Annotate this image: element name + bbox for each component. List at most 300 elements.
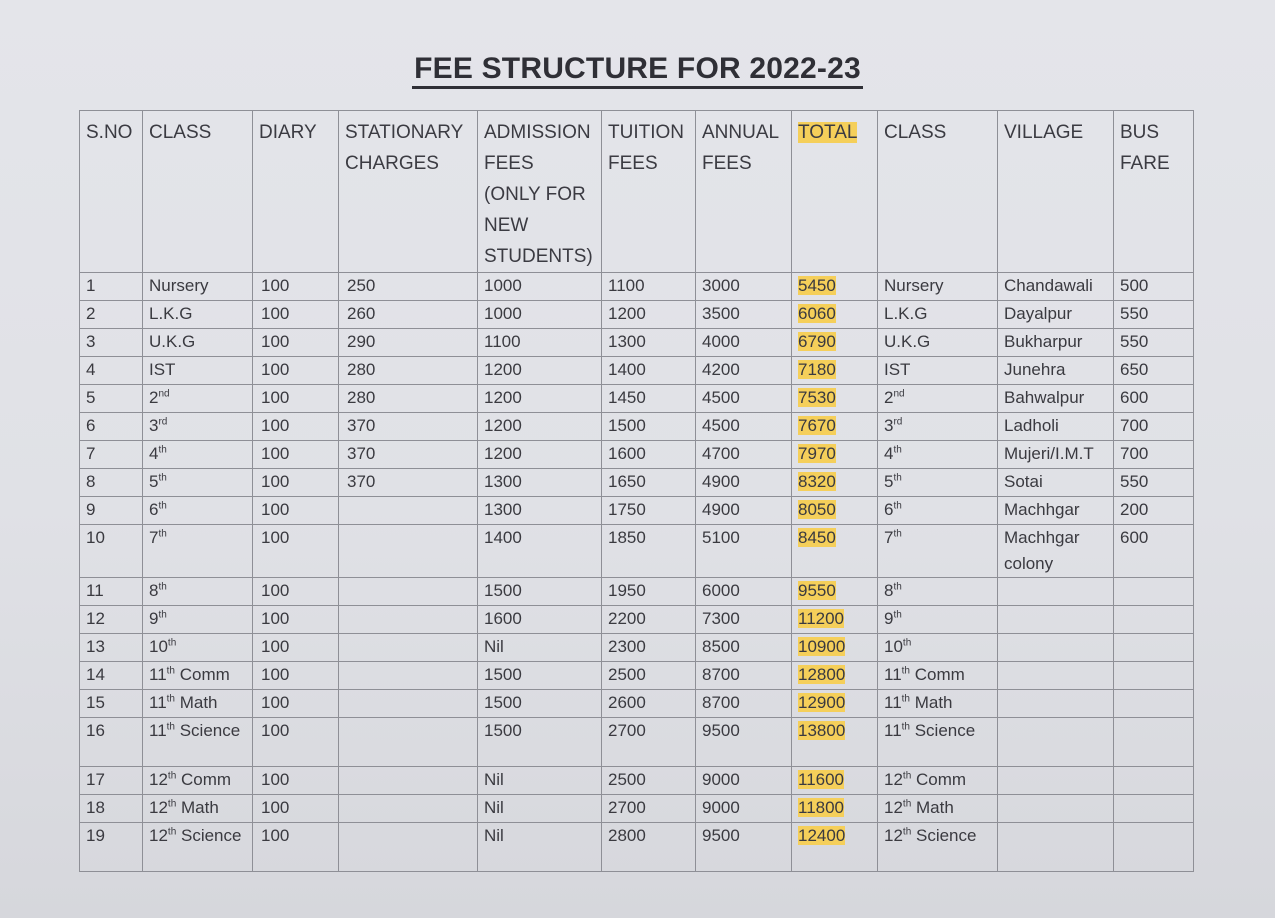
cell-class-ordinal: th [158,444,167,456]
cell-tuition: 2200 [602,606,696,634]
total-value: 8450 [798,528,836,547]
cell-admission: 1300 [478,469,602,497]
cell-sno: 9 [80,497,143,525]
cell-class-ordinal: th [167,798,177,810]
cell-class-ordinal: th [158,500,167,512]
cell-stationary: 250 [339,273,478,301]
cell-total [792,662,878,690]
cell-village [998,823,1114,872]
cell-stationary: 370 [339,441,478,469]
cell-total [792,497,878,525]
cell-total [792,329,878,357]
cell-annual: 4000 [696,329,792,357]
cell-class-2 [878,301,998,329]
cell-class-2-value: 6 [884,500,894,519]
cell-class-2-ordinal: th [893,528,902,540]
cell-class-value: U.K.G [149,332,196,351]
cell-diary: 100 [253,273,339,301]
cell-class-ordinal: th [158,581,167,593]
cell-bus-fare: 550 [1114,329,1194,357]
cell-annual: 9000 [696,795,792,823]
cell-stationary: 290 [339,329,478,357]
total-value: 7670 [798,416,836,435]
cell-annual: 4200 [696,357,792,385]
cell-admission: 1500 [478,718,602,767]
cell-village: Bahwalpur [998,385,1114,413]
cell-diary: 100 [253,767,339,795]
total-value: 12900 [798,693,846,712]
cell-class [143,767,253,795]
cell-stationary: 260 [339,301,478,329]
cell-stationary: 280 [339,385,478,413]
table-row [80,525,1194,578]
cell-class-2-value: 8 [884,581,894,600]
total-value: 6060 [798,304,836,323]
table-row [80,469,1194,497]
cell-annual: 5100 [696,525,792,578]
cell-annual: 7300 [696,606,792,634]
cell-admission: 1500 [478,578,602,606]
cell-diary: 100 [253,578,339,606]
cell-total [792,634,878,662]
cell-tuition: 1750 [602,497,696,525]
cell-class-2-value: 3 [884,416,894,435]
cell-diary: 100 [253,718,339,767]
cell-annual: 3000 [696,273,792,301]
cell-sno: 4 [80,357,143,385]
cell-tuition: 2600 [602,690,696,718]
cell-sno: 17 [80,767,143,795]
total-value: 12800 [798,665,846,684]
table-row [80,301,1194,329]
cell-admission: 1300 [478,497,602,525]
total-value: 13800 [798,721,846,740]
cell-tuition: 2500 [602,767,696,795]
cell-class-2-value: 12 [884,770,903,789]
cell-bus-fare [1114,690,1194,718]
cell-tuition: 2700 [602,795,696,823]
cell-annual: 4700 [696,441,792,469]
cell-annual: 3500 [696,301,792,329]
cell-diary: 100 [253,823,339,872]
cell-class-2 [878,767,998,795]
cell-class [143,662,253,690]
cell-class-stream: Math [176,798,219,817]
cell-total [792,795,878,823]
cell-class-ordinal: th [166,665,175,677]
cell-class [143,385,253,413]
cell-class-2-ordinal: th [901,693,910,705]
table-row [80,357,1194,385]
cell-stationary [339,497,478,525]
cell-sno: 16 [80,718,143,767]
cell-diary: 100 [253,441,339,469]
cell-class-2-value: IST [884,360,911,379]
table-row [80,718,1194,767]
cell-diary: 100 [253,413,339,441]
cell-annual: 4500 [696,413,792,441]
cell-sno: 5 [80,385,143,413]
cell-class-value: L.K.G [149,304,193,323]
cell-class [143,578,253,606]
cell-class-stream: Comm [176,770,232,789]
cell-village [998,634,1114,662]
cell-class-2-ordinal: th [901,665,910,677]
cell-annual: 6000 [696,578,792,606]
cell-class-2-ordinal: th [893,581,902,593]
table-row [80,413,1194,441]
total-value: 11600 [798,770,845,789]
cell-class-value: 12 [149,798,168,817]
cell-village: Junehra [998,357,1114,385]
cell-total [792,767,878,795]
cell-class [143,273,253,301]
cell-class [143,690,253,718]
cell-diary: 100 [253,385,339,413]
cell-class [143,525,253,578]
cell-annual: 4500 [696,385,792,413]
cell-class-2-value: 5 [884,472,894,491]
cell-village [998,718,1114,767]
cell-class-2 [878,413,998,441]
cell-sno: 12 [80,606,143,634]
cell-stationary: 370 [339,413,478,441]
cell-annual: 4900 [696,497,792,525]
table-row [80,385,1194,413]
cell-stationary [339,690,478,718]
cell-sno: 13 [80,634,143,662]
total-value: 7970 [798,444,836,463]
total-value: 10900 [798,637,846,656]
cell-class-value: 12 [149,770,168,789]
header-row [80,111,1194,273]
cell-village: Bukharpur [998,329,1114,357]
table-row [80,578,1194,606]
col-header-sno: S.NO [80,111,143,273]
cell-sno: 6 [80,413,143,441]
cell-admission: 1200 [478,413,602,441]
cell-admission: 1500 [478,662,602,690]
cell-diary: 100 [253,525,339,578]
cell-sno: 11 [80,578,143,606]
cell-tuition: 2500 [602,662,696,690]
cell-bus-fare [1114,606,1194,634]
table-row [80,795,1194,823]
cell-diary: 100 [253,795,339,823]
total-value: 6790 [798,332,836,351]
cell-annual: 8700 [696,690,792,718]
cell-admission: Nil [478,823,602,872]
cell-class-ordinal: th [167,826,177,838]
cell-class-2 [878,357,998,385]
cell-village: Dayalpur [998,301,1114,329]
total-value: 8050 [798,500,836,519]
cell-admission: 1200 [478,357,602,385]
cell-class-stream: Science [176,826,242,845]
cell-annual: 4900 [696,469,792,497]
cell-class-2 [878,662,998,690]
col-header-bus-fare: BUS FARE [1114,111,1194,273]
cell-sno: 8 [80,469,143,497]
col-header-admission: ADMISSION FEES (ONLY FOR NEW STUDENTS) [478,111,602,273]
cell-class-2 [878,497,998,525]
table-row [80,606,1194,634]
cell-class-2-ordinal: th [902,637,912,649]
cell-tuition: 1650 [602,469,696,497]
cell-admission: Nil [478,634,602,662]
cell-tuition: 1500 [602,413,696,441]
cell-diary: 100 [253,357,339,385]
cell-class-ordinal: th [158,472,167,484]
total-value: 11800 [798,798,845,817]
table-row [80,662,1194,690]
cell-class-2-value: 11 [884,693,902,712]
cell-sno: 18 [80,795,143,823]
cell-class-value: 3 [149,416,159,435]
cell-total [792,525,878,578]
table-row [80,823,1194,872]
cell-village: Mujeri/I.M.T [998,441,1114,469]
cell-class-stream: Math [175,693,218,712]
cell-total [792,469,878,497]
table-row [80,634,1194,662]
cell-class-2 [878,385,998,413]
fee-table [79,110,1194,872]
cell-tuition: 2700 [602,718,696,767]
cell-diary: 100 [253,606,339,634]
cell-class-2-stream: Comm [910,665,965,684]
cell-diary: 100 [253,301,339,329]
cell-class-value: 7 [149,528,159,547]
cell-class [143,795,253,823]
cell-bus-fare: 650 [1114,357,1194,385]
total-value: 8320 [798,472,836,491]
cell-class-2-stream: Math [911,798,954,817]
cell-admission: 1100 [478,329,602,357]
cell-total [792,357,878,385]
cell-sno: 2 [80,301,143,329]
cell-stationary [339,578,478,606]
cell-class-stream: Science [175,721,241,740]
cell-class-2 [878,578,998,606]
cell-class-value: 6 [149,500,159,519]
cell-class-ordinal: th [158,528,167,540]
cell-sno: 10 [80,525,143,578]
cell-bus-fare [1114,795,1194,823]
cell-class-value: IST [149,360,176,379]
table-row [80,690,1194,718]
cell-class [143,718,253,767]
cell-bus-fare [1114,662,1194,690]
cell-class-2-ordinal: th [893,500,902,512]
cell-admission: 1000 [478,301,602,329]
cell-class-2 [878,469,998,497]
cell-village [998,662,1114,690]
fee-table-body [80,273,1194,872]
cell-class-ordinal: th [167,770,177,782]
cell-bus-fare [1114,718,1194,767]
cell-admission: 1000 [478,273,602,301]
cell-stationary [339,823,478,872]
col-header-tuition: TUITION FEES [602,111,696,273]
total-value: 7180 [798,360,836,379]
cell-sno: 3 [80,329,143,357]
cell-class-value: 12 [149,826,168,845]
cell-stationary: 370 [339,469,478,497]
cell-bus-fare [1114,634,1194,662]
cell-bus-fare: 600 [1114,525,1194,578]
col-header-stationary: STATIONARY CHARGES [339,111,478,273]
cell-diary: 100 [253,634,339,662]
cell-class-2-value: Nursery [884,276,944,295]
cell-diary: 100 [253,469,339,497]
cell-class-2-value: 7 [884,528,894,547]
cell-village: Chandawali [998,273,1114,301]
cell-class-2-value: 4 [884,444,894,463]
cell-village: Machhgar [998,497,1114,525]
cell-class-value: 11 [149,693,167,712]
cell-class-value: 2 [149,388,159,407]
cell-admission: Nil [478,767,602,795]
cell-class-2-ordinal: th [902,770,912,782]
cell-admission: 1600 [478,606,602,634]
cell-class [143,823,253,872]
cell-stationary [339,795,478,823]
cell-class-2-value: 12 [884,798,903,817]
cell-diary: 100 [253,497,339,525]
cell-stationary [339,767,478,795]
cell-bus-fare [1114,578,1194,606]
table-row [80,441,1194,469]
cell-class-2 [878,795,998,823]
cell-class [143,329,253,357]
total-value: 9550 [798,581,836,600]
total-header-text: TOTAL [798,122,858,143]
cell-annual: 9000 [696,767,792,795]
cell-class-2-value: 11 [884,721,902,740]
cell-class-2-stream: Science [910,721,976,740]
cell-total [792,718,878,767]
cell-admission: 1200 [478,441,602,469]
cell-total [792,578,878,606]
cell-class [143,606,253,634]
cell-class-value: 4 [149,444,159,463]
cell-sno: 1 [80,273,143,301]
cell-tuition: 1200 [602,301,696,329]
cell-tuition: 1100 [602,273,696,301]
cell-bus-fare: 600 [1114,385,1194,413]
cell-class-value: 5 [149,472,159,491]
total-value: 7530 [798,388,836,407]
table-row [80,767,1194,795]
cell-class [143,497,253,525]
cell-sno: 19 [80,823,143,872]
total-value: 11200 [798,609,845,628]
cell-class-ordinal: th [167,637,177,649]
cell-tuition: 1450 [602,385,696,413]
cell-class-2-stream: Math [910,693,953,712]
cell-class-2-ordinal: nd [893,388,905,400]
cell-tuition: 1950 [602,578,696,606]
cell-class-2 [878,718,998,767]
cell-class-2-ordinal: th [893,472,902,484]
cell-class-2-ordinal: th [893,444,902,456]
cell-class-2 [878,525,998,578]
cell-class-2-value: 2 [884,388,894,407]
cell-class-value: 11 [149,665,167,684]
cell-village: Ladholi [998,413,1114,441]
cell-tuition: 1600 [602,441,696,469]
page-title [0,52,1275,86]
col-header-village: VILLAGE [998,111,1114,273]
col-header-class: CLASS [143,111,253,273]
cell-class-value: 9 [149,609,159,628]
cell-class-2 [878,329,998,357]
cell-class [143,357,253,385]
cell-bus-fare: 700 [1114,413,1194,441]
cell-stationary [339,634,478,662]
cell-class-value: 11 [149,721,167,740]
col-header-class-2: CLASS [878,111,998,273]
cell-class-2 [878,441,998,469]
cell-village [998,767,1114,795]
cell-village [998,606,1114,634]
cell-class-value: 10 [149,637,168,656]
cell-class [143,634,253,662]
cell-annual: 8500 [696,634,792,662]
cell-village [998,795,1114,823]
cell-bus-fare: 500 [1114,273,1194,301]
cell-total [792,823,878,872]
cell-class-ordinal: th [166,693,175,705]
cell-class-value: 8 [149,581,159,600]
cell-village: Sotai [998,469,1114,497]
cell-annual: 9500 [696,823,792,872]
cell-tuition: 2300 [602,634,696,662]
table-row [80,273,1194,301]
cell-stationary [339,525,478,578]
cell-total [792,273,878,301]
cell-total [792,385,878,413]
cell-diary: 100 [253,329,339,357]
cell-class-2-value: U.K.G [884,332,931,351]
cell-admission: 1400 [478,525,602,578]
cell-class-2 [878,606,998,634]
total-value: 5450 [798,276,836,295]
cell-class-2 [878,634,998,662]
cell-class-value: Nursery [149,276,209,295]
cell-class-ordinal: th [166,721,175,733]
cell-sno: 7 [80,441,143,469]
cell-total [792,441,878,469]
cell-class-2 [878,823,998,872]
cell-class-ordinal: nd [158,388,170,400]
title-text: FEE STRUCTURE FOR 2022-23 [412,52,863,89]
cell-bus-fare: 700 [1114,441,1194,469]
cell-admission: 1200 [478,385,602,413]
col-header-annual: ANNUAL FEES [696,111,792,273]
col-header-diary: DIARY [253,111,339,273]
cell-bus-fare: 550 [1114,469,1194,497]
cell-class-stream: Comm [175,665,230,684]
cell-bus-fare: 550 [1114,301,1194,329]
cell-bus-fare: 200 [1114,497,1194,525]
cell-class-2-value: L.K.G [884,304,928,323]
cell-class-2-ordinal: th [893,609,902,621]
cell-village [998,578,1114,606]
cell-class-2-value: 11 [884,665,902,684]
cell-class-2 [878,690,998,718]
